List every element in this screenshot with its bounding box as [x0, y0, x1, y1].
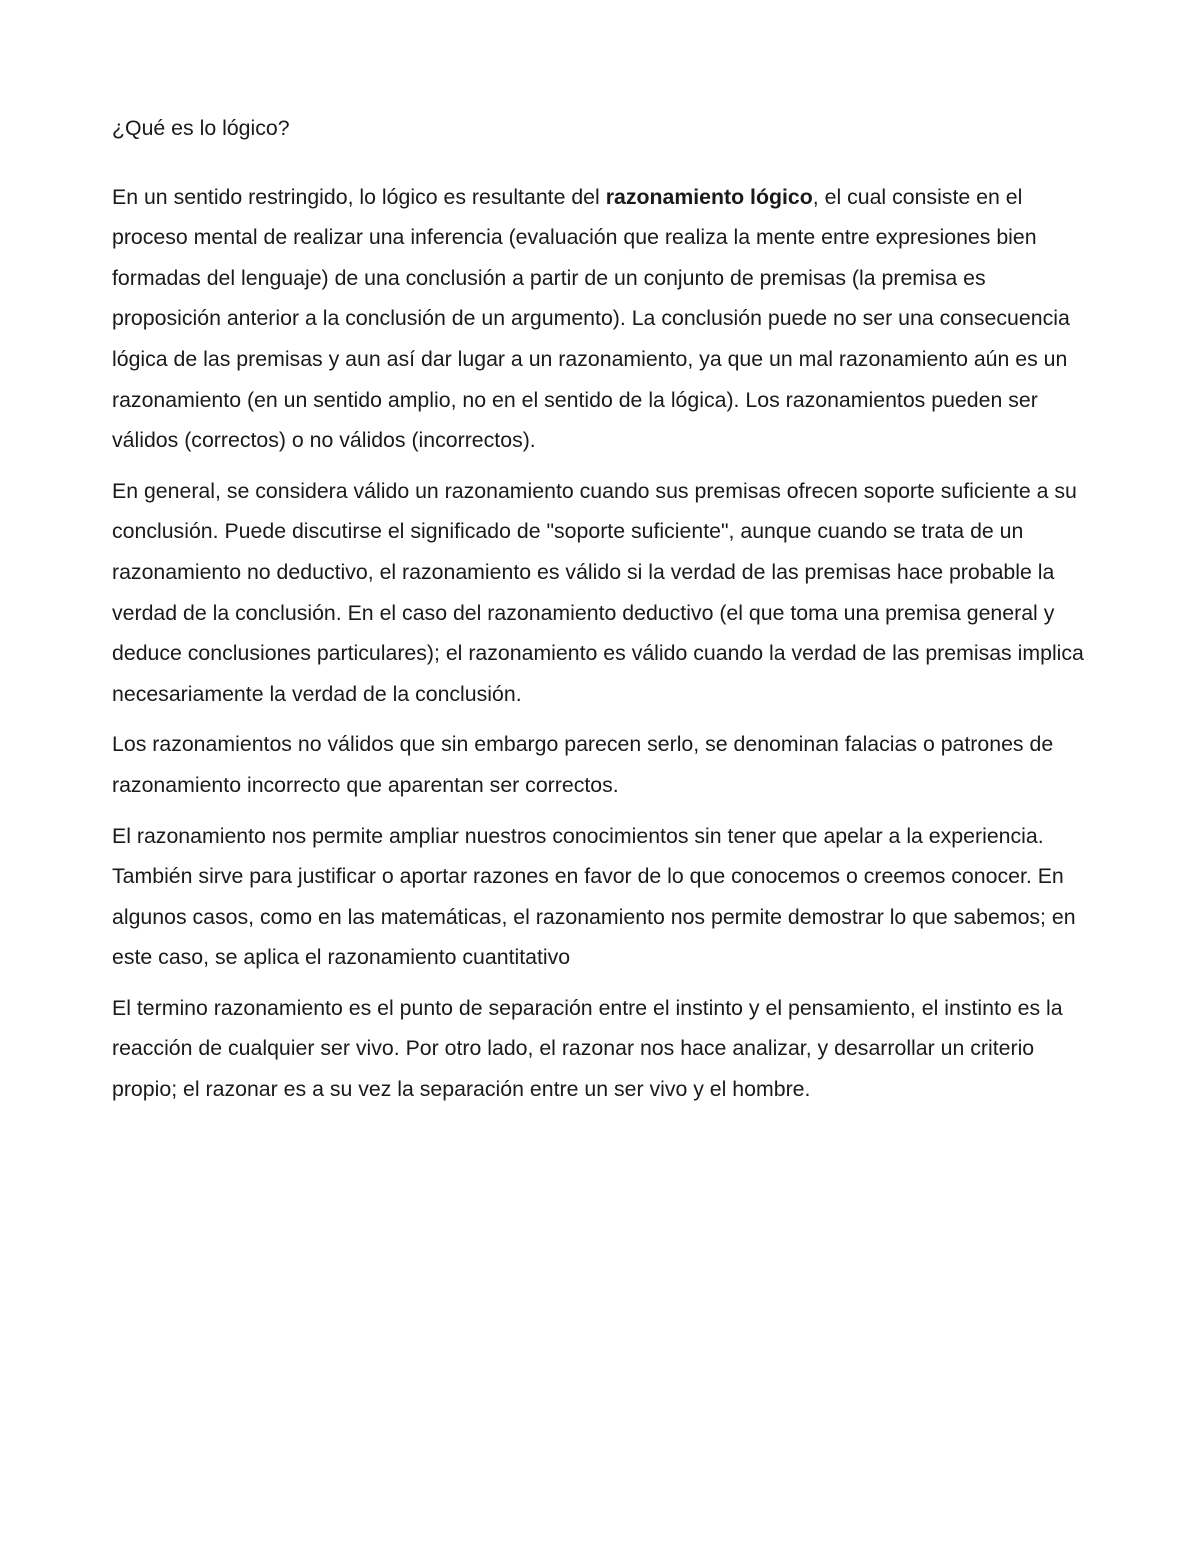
paragraph-1-text-before: En un sentido restringido, lo lógico es resultante del: [112, 184, 606, 209]
paragraph-2: En general, se considera válido un razonamiento cuando sus premisas ofrecen soporte suficiente a su conclusión. Puede discutirse el significado de "soporte suficiente", aunque cuando se trata de un razonamiento no deductivo, el razonamiento es válido si la verdad de las premisas hace probable la verdad de la conclusión. En el caso del razonamiento deductivo (el que toma una premisa general y deduce conclusiones particulares); el razonamiento es válido cuando la verdad de las premisas implica necesariamente la verdad de la conclusión.: [112, 478, 1084, 706]
paragraph-1: [112, 177, 1092, 461]
paragraph-1-text-after: , el cual consiste en el proceso mental de realizar una inferencia (evaluación que realiza la mente entre expresiones bien formadas del lenguaje) de una conclusión a partir de un conjunto de premisas (la premisa es proposición anterior a la conclusión de un argumento). La conclusión puede no ser una consecuencia lógica de las premisas y aun así dar lugar a un razonamiento, ya que un mal razonamiento aún es un razonamiento (en un sentido amplio, no en el sentido de la lógica). Los razonamientos pueden ser válidos (correctos) o no válidos (incorrectos).: [112, 184, 1070, 453]
paragraph-4: El razonamiento nos permite ampliar nuestros conocimientos sin tener que apelar a la experiencia. También sirve para justificar o aportar razones en favor de lo que conocemos o creemos conocer. En algunos casos, como en las matemáticas, el razonamiento nos permite demostrar lo que sabemos; en este caso, se aplica el razonamiento cuantitativo: [112, 823, 1076, 970]
document-title: ¿Qué es lo lógico?: [112, 116, 290, 140]
paragraph-3: Los razonamientos no válidos que sin embargo parecen serlo, se denominan falacias o patrones de razonamiento incorrecto que aparentan ser correctos.: [112, 732, 1054, 797]
document-body: [112, 108, 1092, 1120]
paragraph-1-bold-term: razonamiento lógico: [605, 184, 813, 209]
paragraph-5: El termino razonamiento es el punto de separación entre el instinto y el pensamiento, el instinto es la reacción de cualquier ser vivo. Por otro lado, el razonar nos hace analizar, y desarrollar un criterio propio; el razonar es a su vez la separación entre un ser vivo y el hombre.: [112, 995, 1063, 1102]
